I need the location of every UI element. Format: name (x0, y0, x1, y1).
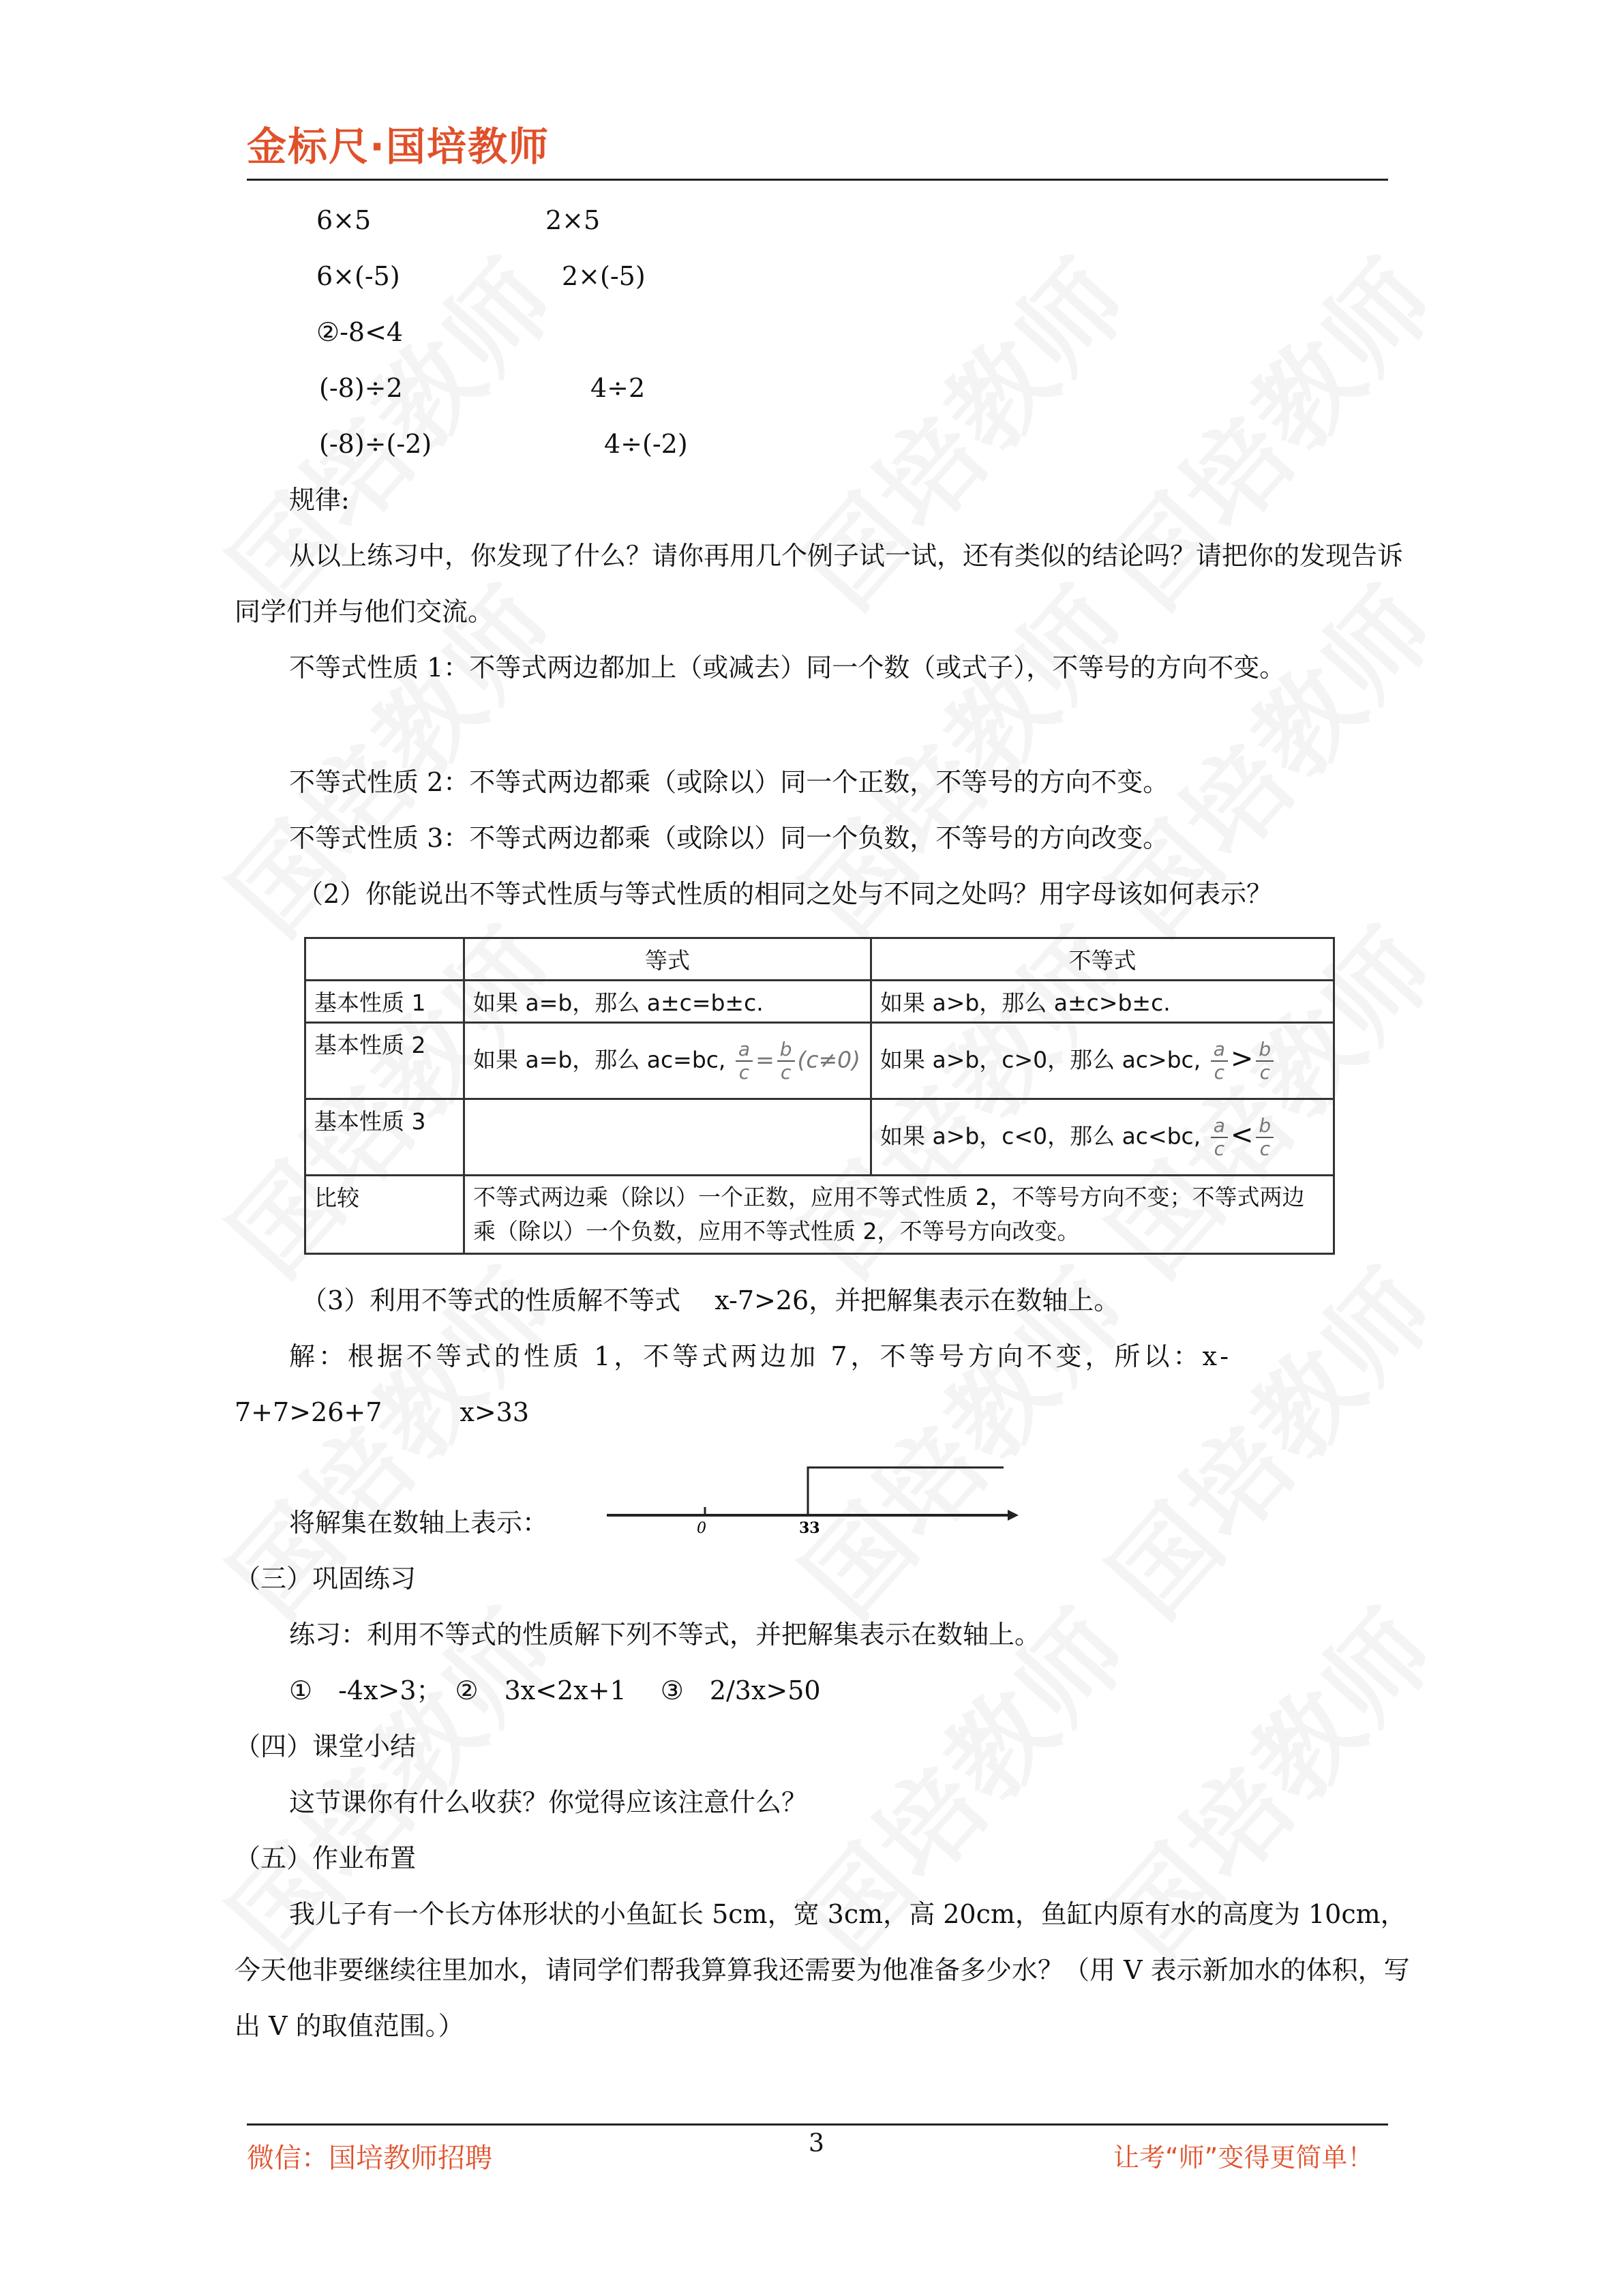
brand-logo: 金标尺·国培教师 (247, 123, 550, 170)
paragraph: 不等式性质 1：不等式两边都加上（或减去）同一个数（或式子），不等号的方向不变。 (289, 653, 1286, 683)
paragraph: 从以上练习中，你发现了什么？请你再用几个例子试一试，还有类似的结论吗？请把你的发现告诉同学们并与他们交流。 (235, 541, 1404, 627)
example-line: 4÷2 (590, 373, 646, 403)
cell-text: 如果 a=b，那么 ac=bc, (473, 1046, 726, 1073)
table-corner (305, 938, 464, 981)
table-cell (871, 1099, 1334, 1176)
watermark (1072, 1232, 1462, 1643)
paragraph: （2）你能说出不等式性质与等式性质的相同之处与不同之处吗？用字母该如何表示？ (297, 879, 1273, 909)
comparison-table (304, 937, 1335, 1255)
row-label: 比较 (305, 1176, 464, 1254)
cell-text: 如果 a>b，c<0，那么 ac<bc, (880, 1122, 1201, 1149)
tick-label-0: 0 (697, 1520, 706, 1537)
table-cell: 如果 a>b，那么 a±c>b±c. (871, 981, 1334, 1023)
number-line-label: 将解集在数轴上表示： (289, 1508, 549, 1538)
footer-slogan: 让考“师”变得更简单！ (1113, 2143, 1374, 2173)
rule-label: 规律: (289, 485, 350, 515)
number-line (600, 1459, 1023, 1541)
row-label: 基本性质 1 (305, 981, 464, 1023)
footer-divider (247, 2123, 1388, 2126)
example-line: (-8)÷2 (319, 373, 403, 403)
exercise-items: ① -4x>3； ② 3x<2x+1 ③ 2/3x>50 (289, 1675, 821, 1705)
table-cell (871, 1023, 1334, 1099)
solution-line: 7+7>26+7 x>33 (235, 1397, 530, 1427)
row-label: 基本性质 3 (305, 1099, 464, 1176)
example-line: 2×5 (545, 205, 601, 235)
example-line: ②-8<4 (316, 317, 404, 347)
example-line: (-8)÷(-2) (319, 429, 432, 459)
fraction: $\frac{a}{c}$ (736, 1039, 753, 1084)
fraction: $\frac{a}{c}$ (1211, 1039, 1228, 1084)
homework-text: 我儿子有一个长方体形状的小鱼缸长 5cm，宽 3cm，高 20cm，鱼缸内原有水的高度为 10cm，今天他非要继续往里加水，请同学们帮我算算我还需要为他准备多少水？（用 V 表示新加水的体积，写出 V 的取值范围。） (235, 1899, 1410, 2041)
table-cell (464, 1023, 871, 1099)
question-3: （3）利用不等式的性质解不等式 x-7>26，并把解集表示在数轴上。 (301, 1285, 1120, 1315)
table-header-equation: 等式 (464, 938, 871, 981)
example-line: 6×5 (316, 205, 372, 235)
example-line: 4÷(-2) (604, 429, 688, 459)
solution-ray (808, 1467, 1004, 1515)
example-line: 2×(-5) (562, 261, 646, 291)
compare-sign: < (1230, 1119, 1254, 1150)
equals-sign: = (755, 1046, 775, 1073)
section-title: （四）课堂小结 (235, 1731, 417, 1761)
table-cell (464, 1099, 871, 1176)
solution-line: 解：根据不等式的性质 1，不等式两边加 7，不等号方向不变，所以：x- (289, 1341, 1233, 1371)
example-line: 6×(-5) (316, 261, 400, 291)
tick-label-33: 33 (799, 1519, 820, 1537)
table-header-inequality: 不等式 (871, 938, 1334, 981)
header-divider (247, 179, 1388, 181)
table-cell: 如果 a=b，那么 a±c=b±c. (464, 981, 871, 1023)
section-title: （三）巩固练习 (235, 1564, 417, 1594)
fraction: $\frac{b}{c}$ (1256, 1115, 1274, 1160)
exercise-text: 练习：利用不等式的性质解下列不等式，并把解集表示在数轴上。 (289, 1620, 1041, 1650)
table-cell: 不等式两边乘（除以）一个正数，应用不等式性质 2，不等号方向不变；不等式两边乘（除以）一个负数，应用不等式性质 2，不等号方向改变。 (464, 1176, 1334, 1254)
compare-sign: > (1230, 1043, 1254, 1074)
row-label: 基本性质 2 (305, 1023, 464, 1099)
fraction: $\frac{b}{c}$ (777, 1039, 795, 1084)
cell-text: 如果 a>b，c>0，那么 ac>bc, (880, 1046, 1201, 1073)
fraction: $\frac{a}{c}$ (1211, 1115, 1228, 1160)
section-title: （五）作业布置 (235, 1843, 417, 1873)
axis-arrow (1008, 1510, 1019, 1521)
page-number: 3 (809, 2130, 824, 2158)
paragraph: 不等式性质 2：不等式两边都乘（或除以）同一个正数，不等号的方向不变。 (289, 767, 1169, 797)
fraction: $\frac{b}{c}$ (1256, 1039, 1274, 1084)
footer-wechat: 微信：国培教师招聘 (247, 2143, 492, 2174)
paragraph: 不等式性质 3：不等式两边都乘（或除以）同一个负数，不等号的方向改变。 (289, 823, 1169, 853)
condition: (c≠0) (797, 1046, 861, 1073)
summary-text: 这节课你有什么收获？你觉得应该注意什么？ (289, 1787, 808, 1817)
